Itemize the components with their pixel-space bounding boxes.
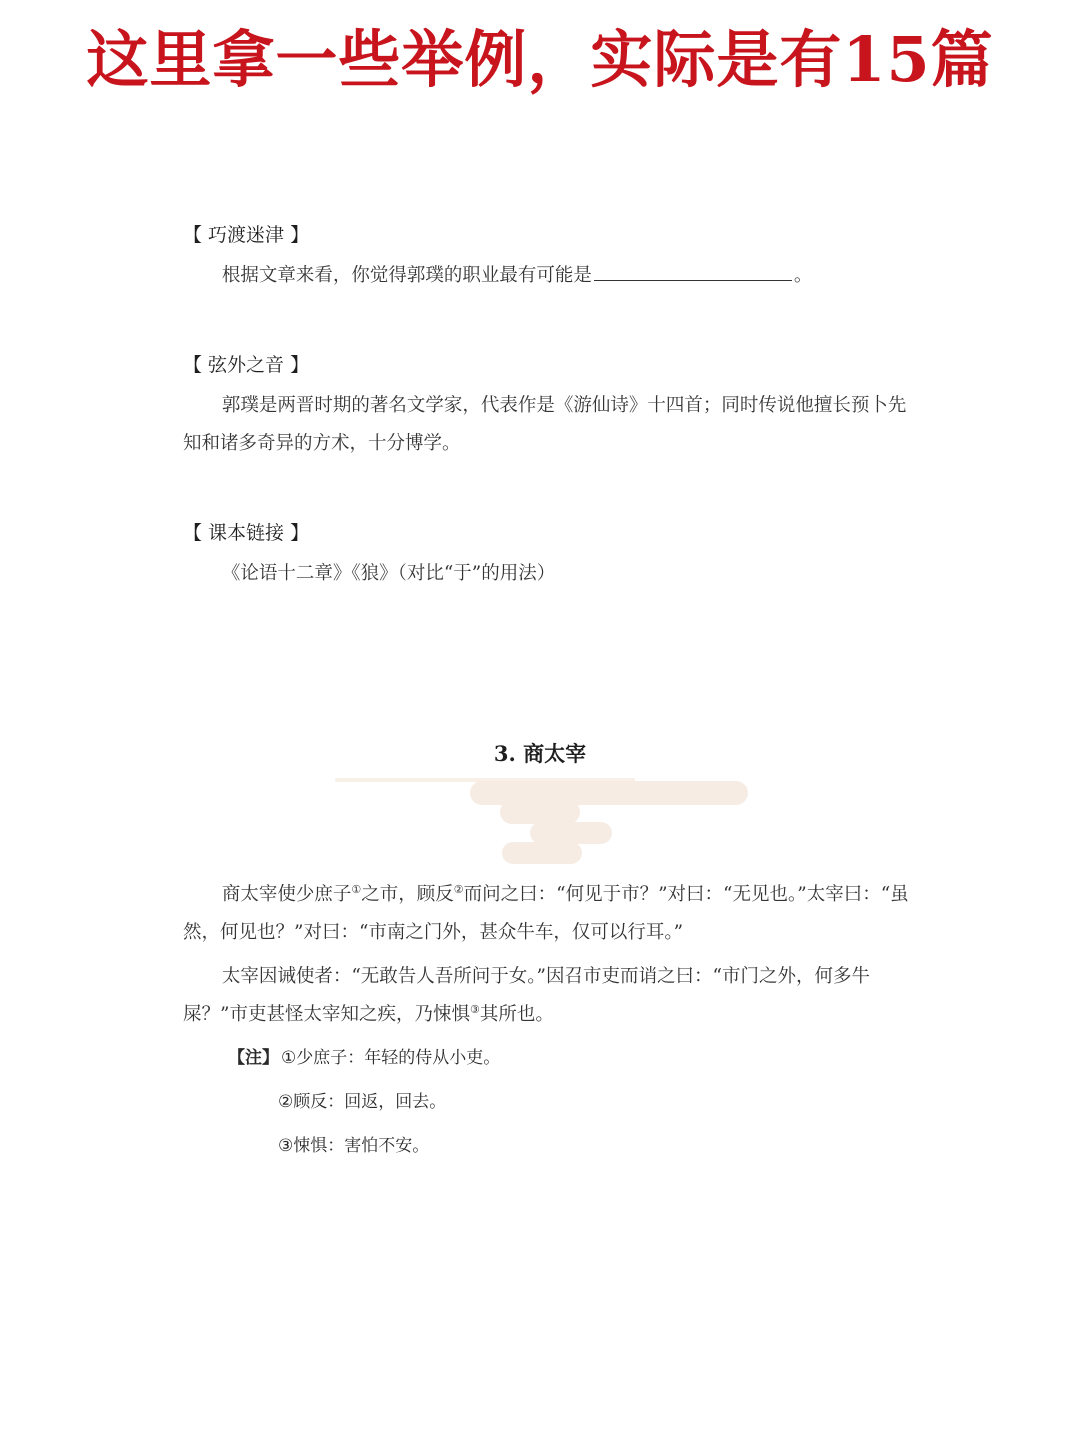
footnote-marker-1: ① bbox=[351, 883, 362, 896]
banner-title: 这里拿一些举例，实际是有15篇 bbox=[86, 23, 994, 96]
p1-text-b: 之市，顾反 bbox=[361, 884, 454, 905]
note-row-1 bbox=[228, 1040, 500, 1084]
p2-text-b: 其所也。 bbox=[479, 1004, 554, 1025]
p2-text-a: 太宰因诫使者：“无敢告人吾所问于女。”因召市吏而诮之曰：“市门之外，何多牛屎？”市吏甚怪太宰知之疾，乃悚惧 bbox=[183, 966, 870, 1025]
footnote-marker-2: ② bbox=[453, 883, 464, 896]
keben-paragraph: 《论语十二章》《狼》（对比“于”的用法） bbox=[221, 563, 556, 584]
notes-block bbox=[228, 1040, 500, 1172]
article-paragraph-2 bbox=[183, 958, 913, 1034]
note-1: ①少庶子：年轻的侍从小吏。 bbox=[281, 1048, 501, 1068]
article-paragraph-1 bbox=[183, 876, 913, 952]
p1-text-a: 商太宰使少庶子 bbox=[221, 884, 352, 905]
article-title: 3. 商太宰 bbox=[493, 741, 587, 766]
notes-tag: 【注】 bbox=[228, 1048, 279, 1068]
note-row-2 bbox=[228, 1084, 500, 1128]
xianwai-paragraph: 郭璞是两晋时期的著名文学家，代表作是《游仙诗》十四首；同时传说他擅长预卜先知和诸多奇异的方术，十分博学。 bbox=[183, 395, 907, 454]
question-text: 根据文章来看，你觉得郭璞的职业最有可能是 bbox=[221, 265, 592, 286]
note-3: ③悚惧：害怕不安。 bbox=[278, 1136, 430, 1156]
note-row-3 bbox=[228, 1128, 500, 1172]
p1-text-c: 而问之曰：“何见于市？”对曰：“无见也。”太宰曰：“虽然，何见也？”对曰：“市南之门外，甚众牛车，仅可以行耳。” bbox=[183, 884, 909, 943]
heading-keben: 【 课本链接 】 bbox=[183, 522, 310, 544]
footnote-marker-3: ③ bbox=[469, 1003, 480, 1016]
question-end: 。 bbox=[793, 265, 813, 286]
heading-xianwai: 【 弦外之音 】 bbox=[183, 354, 310, 376]
note-2: ②顾反：回返，回去。 bbox=[278, 1092, 447, 1112]
heading-qiaodu: 【 巧渡迷津 】 bbox=[183, 224, 310, 246]
